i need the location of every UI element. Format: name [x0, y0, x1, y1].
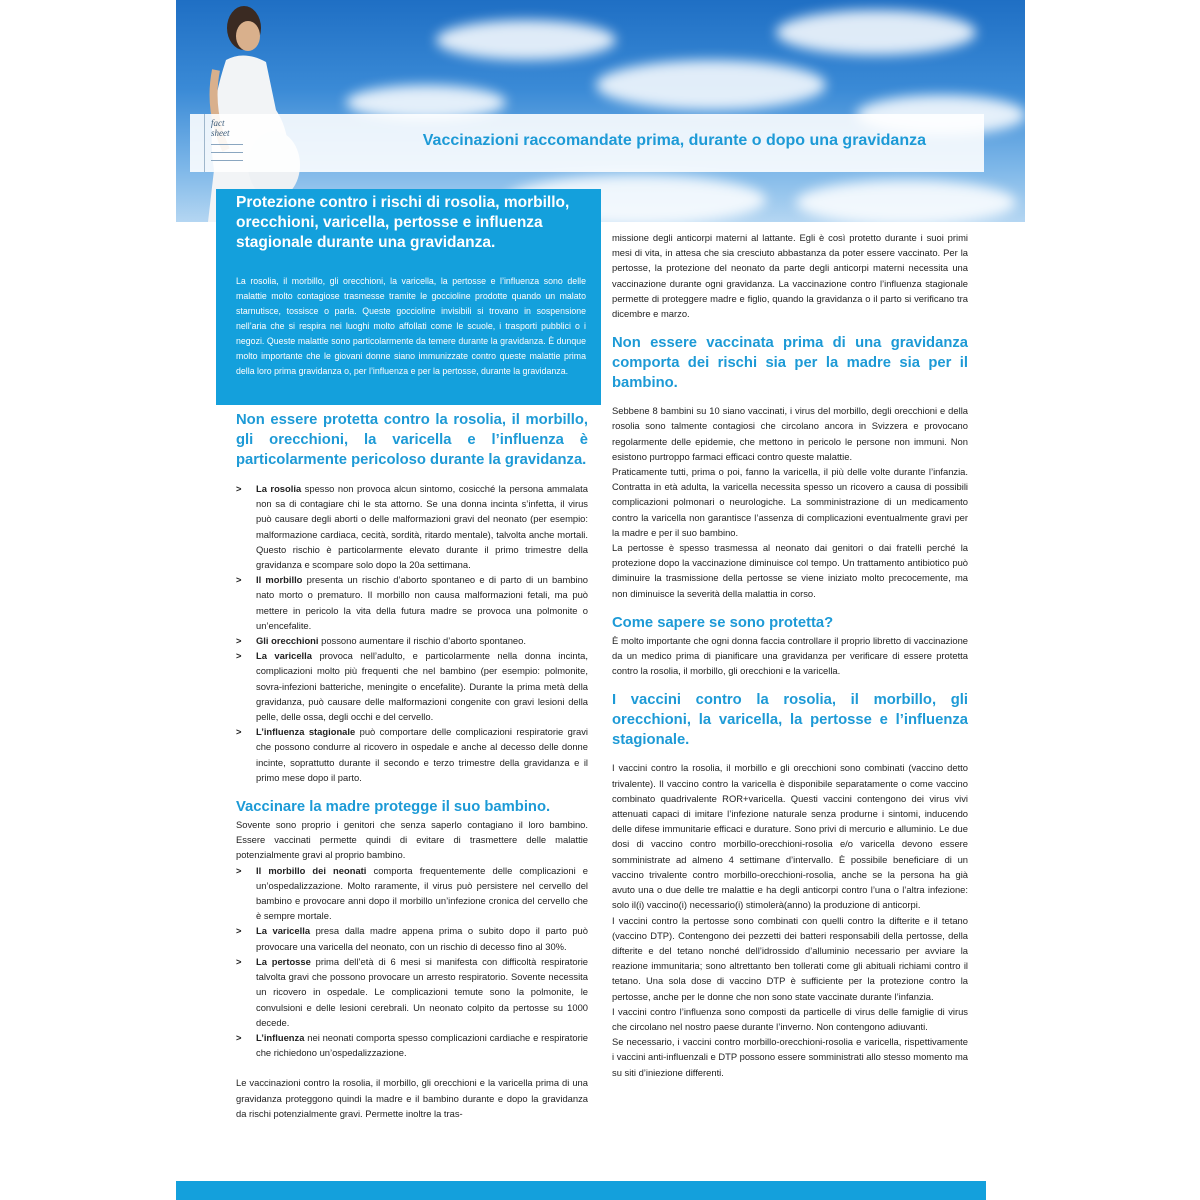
vaccines-p3: I vaccini contro l’influenza sono composti da particelle di virus delle famiglie di virus che circolano nel nostro paese durante l’inverno. Non contengono adiuvanti.	[612, 1005, 968, 1032]
protect-baby-intro: Sovente sono proprio i genitori che senza saperlo contagiano il loro bambino. Essere vaccinati permette quindi di evitare di trasmettere delle malattie potenzialmente gravi al proprio bambino.	[236, 819, 588, 861]
section-heading-not-vaccinated: Non essere vaccinata prima di una gravidanza comporta dei rischi sia per la madre sia per il bambino.	[612, 335, 968, 392]
how-to-know-text: È molto importante che ogni donna faccia controllare il proprio libretto di vaccinazione da un medico prima di pianificare una gravidanza per verificare di essere protetta contro la rosolia, il morbillo, gli orecchioni e la varicella.	[612, 634, 968, 677]
intro-box	[216, 189, 601, 405]
not-vaccinated-p3: La pertosse è spesso trasmessa al neonato dai genitori o dai fratelli perché la protezione dopo la vaccinazione diminuisce col tempo. Un trattamento antibiotico può diminuire la trasmissione della pertosse se viene iniziato molto precocemente, ma non diminuisce la severità della malattia in corso.	[612, 542, 968, 599]
continuation-text: missione degli anticorpi materni al lattante. Egli è così protetto durante i suoi primi mesi di vita, in attesa che sia cresciuto abbastanza da poter essere vaccinato. Per la pertosse, la protezione del neonato da parte degli anticorpi materni necessita una vaccinazione durante ogni gravidanza. La vaccinazione contro l’influenza stagionale permette di proteggere madre e figlio, quando la gravidanza o il parto si verificano tra dicembre e marzo.	[612, 232, 968, 320]
page-title: Vaccinazioni raccomandate prima, durante o dopo una gravidanza	[422, 132, 926, 149]
fact-sheet-page	[176, 0, 1025, 1200]
list-item: > La rosolia spesso non provoca alcun sintomo, cosicché la persona ammalata non sa di contagiare chi le sta attorno. Se una donna incinta s’infetta, il virus può causare degli aborti o delle malformazioni gravi del neonato (per esempio: malformazione cardiaca, cecità, sordità, ritardo mentale), talvolta anche mortali. Questo rischio è particolarmente elevato durante il primo trimestre della gravidanza e scompare solo dopo la 20a settimana.	[236, 483, 588, 571]
section-heading-protect-baby: Vaccinare la madre protegge il suo bambino.	[236, 799, 551, 816]
left-column	[236, 410, 588, 1121]
fact-sheet-label	[204, 114, 245, 172]
protect-baby-closing: Le vaccinazioni contro la rosolia, il morbillo, gli orecchioni e la varicella prima di una gravidanza proteggono quindi la madre e il bambino durante e dopo la gravidanza da rischi potenzialmente gravi. Permette inoltre la tras-	[236, 1077, 588, 1119]
right-column	[612, 230, 968, 1080]
section-heading-risks: Non essere protetta contro la rosolia, il morbillo, gli orecchioni, la varicella e l’influenza è particolarmente pericoloso durante la gravidanza.	[236, 412, 588, 468]
list-item: > La pertosse prima dell’età di 6 mesi si manifesta con difficoltà respiratorie talvolta gravi che possono provocare un arresto respiratorio. Sovente necessita un ricovero in ospedale. Le complicazioni temute sono la polmonite, le convulsioni e delle lesioni cerebrali. Un neonato colpito da pertosse su 1000 decede.	[236, 955, 588, 1028]
footer-bar	[176, 1181, 986, 1200]
intro-heading: Protezione contro i rischi di rosolia, morbillo, orecchioni, varicella, pertosse e influenza stagionale durante una gravidanza.	[236, 194, 570, 251]
vaccines-p4: Se necessario, i vaccini contro morbillo-orecchioni-rosolia e varicella, rispettivamente i vaccini anti-influenzali e DTP possono essere somministrati allo stesso momento ma su siti d’iniezione differenti.	[612, 1036, 968, 1078]
list-item: > Il morbillo presenta un rischio d’aborto spontaneo e di parto di un bambino nato morto o prematuro. Il morbillo non causa malformazioni fetali, ma può mettere in pericolo la vita della futura madre se provoca una polmonite o un’encefalite.	[236, 574, 588, 631]
section-heading-how-to-know: Come sapere se sono protetta?	[612, 614, 834, 631]
vaccines-p1: I vaccini contro la rosolia, il morbillo e gli orecchioni sono combinati (vaccino detto trivalente). Il vaccino contro la varicella è disponibile separatamente o come vaccino combinato quadrivalente ROR+varicella. Questi vaccini contengono dei virus vivi attenuati capaci di imitare l’infezione naturale senza produrne i sintomi, inducendo delle difese immunitarie efficaci e durature. Sono privi di mercurio e alluminio. Le due dosi di vaccino contro morbillo-orecchioni-rosolia e/o varicella devono essere somministrate ad almeno 4 settimane d’intervallo. È possibile beneficiare di un vaccino trivalente contro morbillo-orecchioni-rosolia, anche se la persona ha già avuto una o due delle tre malattie e ha degli anticorpi contro l’una o l’altra infezione: solo il(i) vaccino(i) necessario(i) stimolerà(anno) la produzione di anticorpi.	[612, 762, 968, 911]
list-item: > La varicella provoca nell’adulto, e particolarmente nella donna incinta, complicazioni molto più frequenti che nel bambino (per esempio: polmonite, sovra-infezioni batteriche, meningite o encefalite). Durante la prima metà della gravidanza, può causare delle malformazioni congenite con gravi lesioni della pelle, delle ossa, degli occhi e del cervello.	[236, 650, 588, 723]
intro-text: La rosolia, il morbillo, gli orecchioni, la varicella, la pertosse e l’influenza sono delle malattie molto contagiose trasmesse tramite le goccioline prodotte quando un malato starnutisce, tossisce o parla. Queste goccioline invisibili si trovano in sospensione nell’aria che si respira nei luoghi molto affollati come le scuole, i trasporti pubblici o i negozi. Queste malattie sono particolarmente da temere durante la gravidanza. È dunque molto importante che le giovani donne siano immunizzate contro queste malattie prima della loro prima gravidanza o, per l’influenza e per la pertosse, durante la gravidanza.	[236, 276, 586, 376]
list-item: > Il morbillo dei neonati comporta frequentemente delle complicazioni e un’ospedalizzazione. Molto raramente, il virus può persistere nel cervello del bambino e provocare anni dopo il morbillo un’infezione cronica del cervello che è sempre mortale.	[236, 864, 588, 922]
baby-risk-list	[236, 863, 588, 1061]
risk-list	[236, 481, 588, 785]
fact-label: fact	[211, 118, 225, 128]
list-item: > La varicella presa dalla madre appena prima o subito dopo il parto può provocare una varicella del neonato, con un rischio di decesso fino al 30%.	[236, 925, 588, 952]
vaccines-p2: I vaccini contro la pertosse sono combinati con quelli contro la difterite e il tetano (vaccino DTP). Contengono dei pezzetti dei batteri responsabili della pertosse, della difterite e del tetano nonché dell’idrossido d’alluminio necessario per avviare la reazione immunitaria; sono altrettanto ben tollerati come gli abituali richiami contro il tetano. Una sola dose di vaccino DTP è sufficiente per la protezione contro la pertosse, anche per le donne che non sono state vaccinate durante l’infanzia.	[612, 914, 968, 1002]
list-item: > L’influenza nei neonati comporta spesso complicazioni cardiache e respiratorie che richiedono un’ospedalizzazione.	[236, 1031, 588, 1059]
list-item: > Gli orecchioni possono aumentare il rischio d’aborto spontaneo.	[236, 635, 526, 647]
section-heading-vaccines: I vaccini contro la rosolia, il morbillo, gli orecchioni, la varicella, la pertosse e l’influenza stagionale.	[612, 692, 968, 749]
list-item: > L’influenza stagionale può comportare delle complicazioni respiratorie gravi che possono condurre al ricovero in ospedale e anche al decesso delle donne incinte, soprattutto durante il secondo e terzo trimestre della gravidanza e il primo mese dopo il parto.	[236, 726, 588, 783]
not-vaccinated-p1: Sebbene 8 bambini su 10 siano vaccinati, i virus del morbillo, degli orecchioni e della rosolia sono talmente contagiosi che circolano ancora in Svizzera e provocano regolarmente delle epidemie, che mettono in pericolo le persone non immuni. Non esistono purtroppo farmaci efficaci contro queste malattie.	[612, 405, 968, 462]
sheet-label: sheet	[211, 128, 230, 138]
not-vaccinated-p2: Praticamente tutti, prima o poi, fanno la varicella, il più delle volte durante l’infanzia. Contratta in età adulta, la varicella necessita spesso un ricovero a causa di possibili complicazioni polmonari o neurologiche. La somministrazione di un medicamento contro la varicella non garantisce l’assenza di complicazioni eventualmente gravi per la madre e per il suo bambino.	[612, 466, 968, 538]
title-bar	[190, 114, 984, 172]
